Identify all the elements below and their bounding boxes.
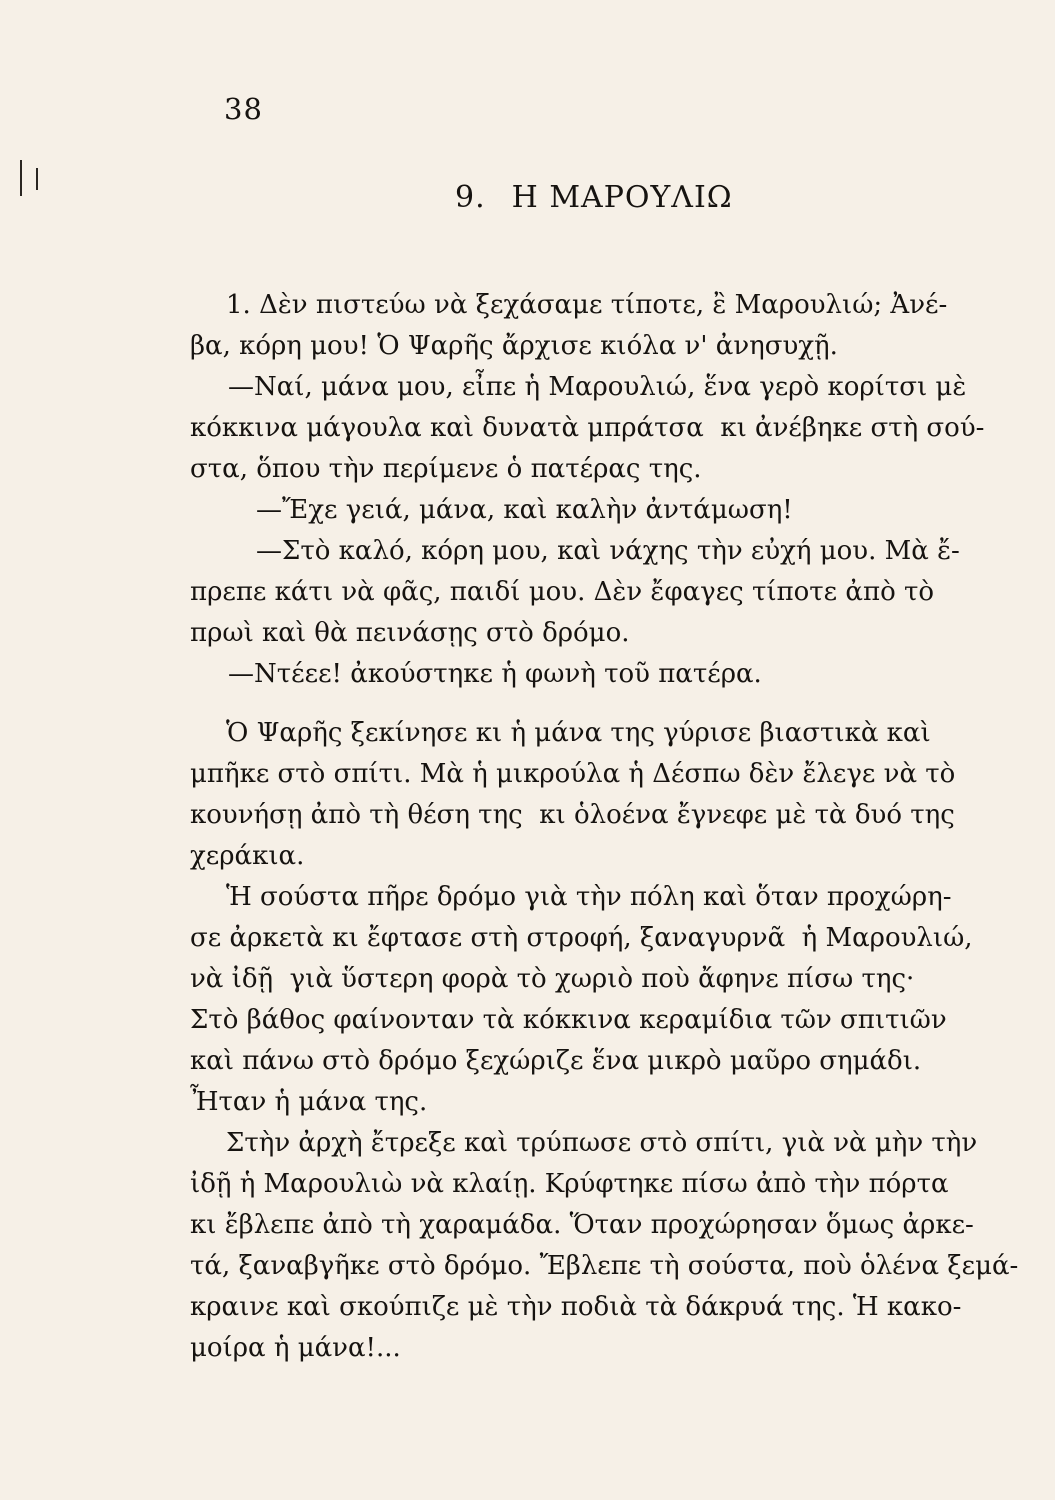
paragraph (190, 367, 1050, 490)
text-line: Στὸ βάθος φαίνονταν τὰ κόκκινα κεραμίδια τῶν σπιτιῶν (190, 1005, 947, 1035)
text-line: κραινε καὶ σκούπιζε μὲ τὴν ποδιὰ τὰ δάκρυά της. Ἡ κακο- (190, 1292, 962, 1322)
text-line: καὶ πάνω στὸ δρόμο ξεχώριζε ἕνα μικρὸ μαῦρο σημάδι. (190, 1046, 922, 1076)
paragraph-gap (190, 695, 1050, 713)
chapter-title-text: Η ΜΑΡΟΥΛΙΩ (511, 180, 733, 215)
text-line: ἰδῇ ἡ Μαρουλιὼ νὰ κλαίῃ. Κρύφτηκε πίσω ἀπὸ τὴν πόρτα (190, 1169, 949, 1199)
text-line: κι ἔβλεπε ἀπὸ τὴ χαραμάδα. Ὅταν προχώρησαν ὅμως ἀρκε- (190, 1210, 974, 1240)
page-edge-mark (20, 160, 22, 196)
text-line: —Ναί, μάνα μου, εἶπε ἡ Μαρουλιώ, ἕνα γερὸ κορίτσι μὲ (228, 372, 967, 402)
body-text (190, 285, 1050, 1369)
text-line: μοίρα ἡ μάνα!... (190, 1333, 401, 1363)
text-line: —Ἔχε γειά, μάνα, καὶ καλὴν ἀντάμωση! (256, 495, 793, 525)
text-line: κουνήσῃ ἀπὸ τὴ θέση της κι ὁλοένα ἔγνεφε μὲ τὰ δυό της (190, 800, 955, 830)
text-line: σε ἀρκετὰ κι ἔφτασε στὴ στροφή, ξαναγυρνᾶ ἡ Μαρουλιώ, (190, 923, 973, 953)
text-line: κόκκινα μάγουλα καὶ δυνατὰ μπράτσα κι ἀνέβηκε στὴ σού- (190, 413, 985, 443)
page-edge-mark (36, 168, 38, 190)
text-line: πρωὶ καὶ θὰ πεινάσῃς στὸ δρόμο. (190, 618, 630, 648)
chapter-number: 9. (455, 180, 486, 215)
paragraph (190, 531, 1050, 654)
paragraph (190, 1123, 1050, 1369)
text-line: τά, ξαναβγῆκε στὸ δρόμο. Ἔβλεπε τὴ σούστα, ποὺ ὁλένα ξεμά- (190, 1251, 1019, 1281)
text-line: —Ντέεε! ἀκούστηκε ἡ φωνὴ τοῦ πατέρα. (228, 659, 762, 689)
paragraph (190, 285, 1050, 367)
text-line: νὰ ἰδῇ γιὰ ὕστερη φορὰ τὸ χωριὸ ποὺ ἄφηνε πίσω της· (190, 964, 915, 994)
paragraph (190, 713, 1050, 877)
text-line: χεράκια. (190, 841, 305, 871)
text-line: Ὁ Ψαρῆς ξεκίνησε κι ἡ μάνα της γύρισε βιαστικὰ καὶ (226, 718, 931, 748)
text-line: μπῆκε στὸ σπίτι. Μὰ ἡ μικρούλα ἡ Δέσπω δὲν ἔλεγε νὰ τὸ (190, 759, 956, 789)
chapter-title (455, 180, 733, 215)
text-line: πρεπε κάτι νὰ φᾶς, παιδί μου. Δὲν ἔφαγες τίποτε ἀπὸ τὸ (190, 577, 935, 607)
paragraph (190, 654, 1050, 695)
text-line: Στὴν ἀρχὴ ἔτρεξε καὶ τρύπωσε στὸ σπίτι, γιὰ νὰ μὴν τὴν (226, 1128, 978, 1158)
paragraph (190, 490, 1050, 531)
text-line: Ἦταν ἡ μάνα της. (190, 1087, 428, 1117)
text-line: Ἡ σούστα πῆρε δρόμο γιὰ τὴν πόλη καὶ ὅταν προχώρη- (226, 882, 952, 912)
page-number: 38 (224, 92, 263, 126)
text-line: στα, ὅπου τὴν περίμενε ὁ πατέρας της. (190, 454, 702, 484)
paragraph (190, 877, 1050, 1123)
text-line: βα, κόρη μου! Ὁ Ψαρῆς ἄρχισε κιόλα ν' ἀνησυχῇ. (190, 331, 838, 361)
text-line: —Στὸ καλό, κόρη μου, καὶ νάχης τὴν εὐχή μου. Μὰ ἔ- (256, 536, 960, 566)
text-line: 1. Δὲν πιστεύω νὰ ξεχάσαμε τίποτε, ἒ Μαρουλιώ; Ἀνέ- (226, 290, 948, 320)
